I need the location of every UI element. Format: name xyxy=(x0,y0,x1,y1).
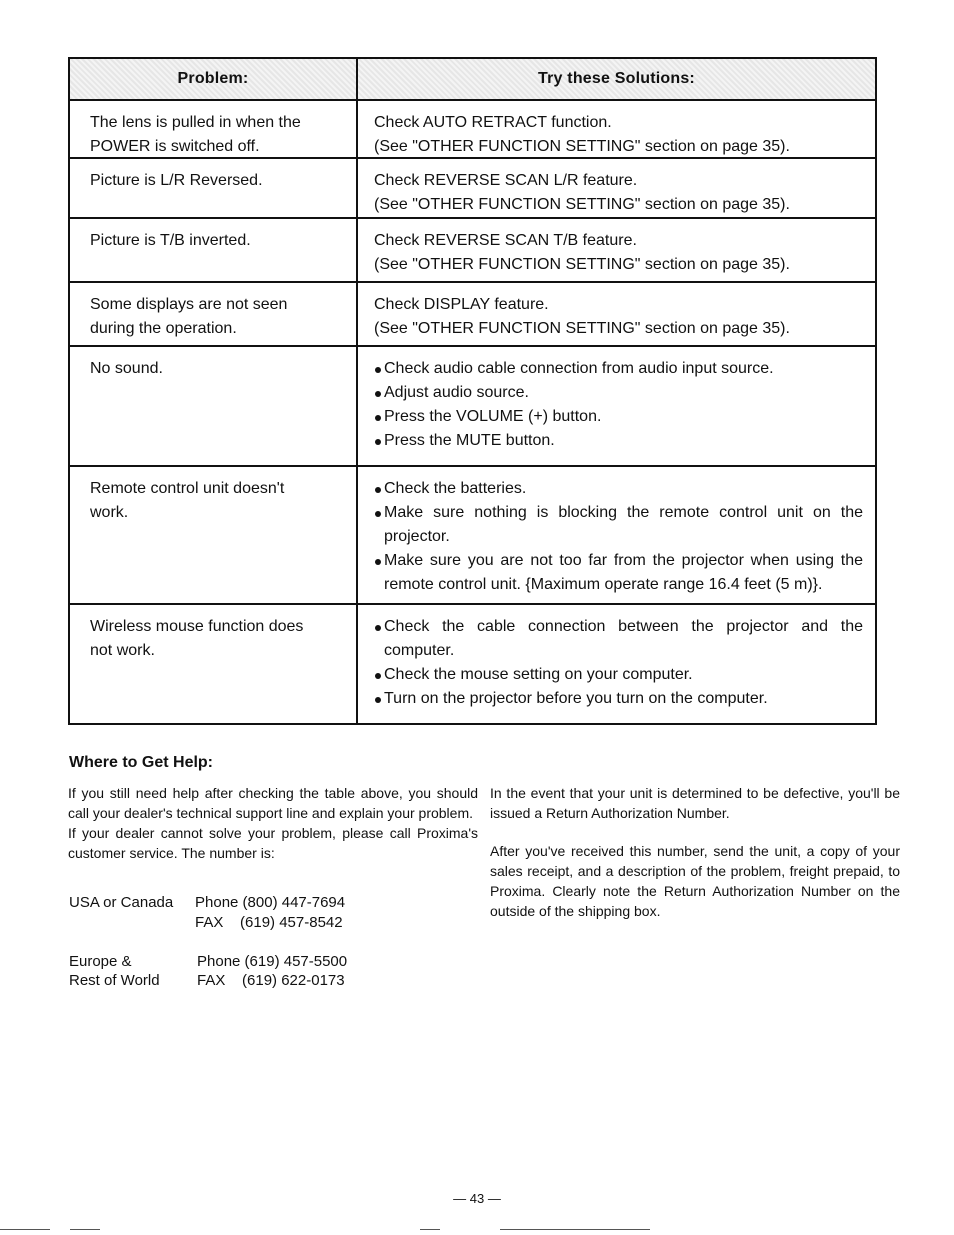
troubleshooting-table xyxy=(68,57,877,725)
problem-cell xyxy=(70,159,358,217)
solution-bullet: Press the VOLUME (+) button. xyxy=(374,405,863,429)
problem-text: during the operation. xyxy=(90,320,237,337)
footer-rule xyxy=(420,1229,440,1230)
europe-label-1: Europe & xyxy=(69,953,132,970)
footer-rule xyxy=(0,1229,50,1230)
page-number: — 43 — xyxy=(453,1191,501,1206)
problem-text: The lens is pulled in when the xyxy=(90,114,301,131)
problem-text: POWER is switched off. xyxy=(90,138,260,155)
help-paragraph-4: After you've received this number, send the unit, a copy of your sales receipt, and a description of the problem, freight prepaid, to Proxima. Clearly note the Return Authorization Number on the outside of the shipping box. xyxy=(490,843,900,919)
problem-cell xyxy=(70,605,358,723)
solution-bullet: Check audio cable connection from audio input source. xyxy=(374,357,863,381)
table-row xyxy=(70,159,875,219)
help-left-column xyxy=(68,783,478,863)
solution-cell xyxy=(358,159,875,217)
solution-cell xyxy=(358,347,875,465)
problem-cell xyxy=(70,219,358,281)
table-row xyxy=(70,283,875,347)
footer-rule xyxy=(70,1229,100,1230)
solution-text: (See "OTHER FUNCTION SETTING" section on page 35). xyxy=(374,256,790,273)
europe-phone: Phone (619) 457-5500 xyxy=(197,953,348,970)
solution-text: Check DISPLAY feature. xyxy=(374,296,549,313)
europe-fax: FAX (619) 622-0173 xyxy=(197,972,345,989)
usa-label: USA or Canada xyxy=(69,894,174,911)
solution-cell xyxy=(358,219,875,281)
table-row xyxy=(70,101,875,159)
problem-text: No sound. xyxy=(90,360,163,377)
problem-cell xyxy=(70,101,358,157)
header-solutions: Try these Solutions: xyxy=(358,59,875,99)
solution-cell xyxy=(358,467,875,603)
help-heading: Where to Get Help: xyxy=(69,754,214,771)
solution-text: (See "OTHER FUNCTION SETTING" section on page 35). xyxy=(374,196,790,213)
europe-label-2: Rest of World xyxy=(69,972,160,989)
table-row xyxy=(70,347,875,467)
header-problem: Problem: xyxy=(70,59,358,99)
solution-text: Check REVERSE SCAN T/B feature. xyxy=(374,232,637,249)
solution-text: Check AUTO RETRACT function. xyxy=(374,114,612,131)
table-row xyxy=(70,467,875,605)
solution-text: (See "OTHER FUNCTION SETTING" section on page 35). xyxy=(374,320,790,337)
solution-bullet: Press the MUTE button. xyxy=(374,429,863,453)
help-right-column xyxy=(490,783,900,921)
table-row xyxy=(70,605,875,723)
footer-rule xyxy=(500,1229,650,1230)
solution-text: Check REVERSE SCAN L/R feature. xyxy=(374,172,638,189)
table-header xyxy=(70,59,875,101)
help-paragraph-3: In the event that your unit is determined to be defective, you'll be issued a Return Authorization Number. xyxy=(490,785,900,821)
usa-phone: Phone (800) 447-7694 xyxy=(195,894,346,911)
help-paragraph-1: If you still need help after checking the table above, you should call your dealer's technical support line and explain your problem. xyxy=(68,785,478,821)
solution-cell xyxy=(358,101,875,157)
problem-text: Remote control unit doesn't xyxy=(90,480,285,497)
problem-cell xyxy=(70,467,358,603)
solution-cell xyxy=(358,283,875,345)
table-row xyxy=(70,219,875,283)
problem-cell xyxy=(70,283,358,345)
solution-cell xyxy=(358,605,875,723)
solution-bullet: Check the cable connection between the projector and the computer. xyxy=(374,615,863,663)
solution-bullet: Make sure you are not too far from the projector when using the remote control unit. {Maximum operate range 16.4 feet (5 m)}. xyxy=(374,549,863,597)
problem-text: work. xyxy=(90,504,129,521)
problem-text: Picture is T/B inverted. xyxy=(90,232,251,249)
solution-bullet: Check the batteries. xyxy=(374,477,863,501)
table-body xyxy=(70,101,875,723)
help-paragraph-2: If your dealer cannot solve your problem, please call Proxima's customer service. The number is: xyxy=(68,825,478,861)
problem-text: Some displays are not seen xyxy=(90,296,288,313)
usa-fax: FAX (619) 457-8542 xyxy=(195,914,343,931)
solution-text: (See "OTHER FUNCTION SETTING" section on page 35). xyxy=(374,138,790,155)
solution-bullet: Check the mouse setting on your computer. xyxy=(374,663,863,687)
solution-bullet: Adjust audio source. xyxy=(374,381,863,405)
problem-text: Picture is L/R Reversed. xyxy=(90,172,263,189)
problem-text: not work. xyxy=(90,642,155,659)
problem-text: Wireless mouse function does xyxy=(90,618,304,635)
problem-cell xyxy=(70,347,358,465)
solution-bullet: Turn on the projector before you turn on the computer. xyxy=(374,687,863,711)
solution-bullet: Make sure nothing is blocking the remote control unit on the projector. xyxy=(374,501,863,549)
